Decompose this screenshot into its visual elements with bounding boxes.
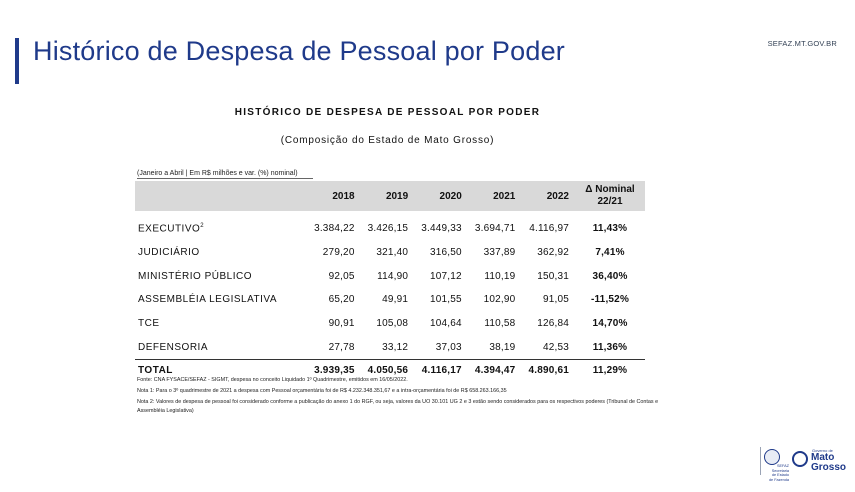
table-header-row <box>135 181 645 211</box>
column-header-2020: 2020 <box>414 181 468 211</box>
gov-label: Governo de <box>812 448 833 453</box>
total-value-cell: 4.890,61 <box>521 360 575 382</box>
total-value-cell: 4.050,56 <box>361 360 415 382</box>
value-cell: 101,55 <box>429 294 462 306</box>
value-cell: 126,84 <box>537 318 569 330</box>
logo-divider <box>760 447 761 475</box>
value-cell: 104,64 <box>429 318 462 330</box>
row-label <box>135 211 307 241</box>
footnote-note-2: Nota 2: Valores de despesa de pessoal foi considerado conforme a publicação do anexo 1 do RGF, ou seja, valores da UO 30.101 UG 2 e 3 estão sendo considerados para os respectivos poderes (Tribunal de Contas e Assembléia Legislativa) <box>137 399 659 414</box>
total-value-cell: 4.116,17 <box>414 360 468 382</box>
delta-cell: 14,70% <box>592 318 628 330</box>
table-row <box>135 211 645 241</box>
gov-name: Mato Grosso <box>811 452 847 473</box>
value-cell: 110,19 <box>484 270 516 282</box>
row-label-text: DEFENSORIA <box>138 341 209 353</box>
delta-cell: 36,40% <box>592 270 628 282</box>
report-title: HISTÓRICO DE DESPESA DE PESSOAL POR PODER <box>234 107 541 118</box>
value-cell: 321,40 <box>376 247 409 259</box>
value-cell: 90,91 <box>328 318 355 330</box>
value-cell: 37,03 <box>435 341 462 353</box>
column-header-2022: 2022 <box>521 181 575 211</box>
value-cell: 3.694,71 <box>474 223 516 235</box>
value-cell: 3.426,15 <box>367 223 409 235</box>
row-label <box>135 335 307 359</box>
footnote-marker: 2 <box>200 223 205 230</box>
report-subtitle: (Composição do Estado de Mato Grosso) <box>280 135 495 146</box>
value-cell: 110,58 <box>484 318 516 330</box>
delta-cell: -11,52% <box>590 294 630 306</box>
table-row <box>135 241 645 265</box>
value-cell: 92,05 <box>328 270 355 282</box>
value-cell: 4.116,97 <box>529 223 569 235</box>
value-cell: 27,78 <box>328 341 355 353</box>
total-label: TOTAL <box>135 360 307 382</box>
row-label-text: TCE <box>138 318 160 330</box>
table-unit-note: (Janeiro a Abril | Em R$ milhões e var. (%) nominal) <box>137 170 313 179</box>
value-cell: 105,08 <box>376 318 409 330</box>
total-value-cell: 4.394,47 <box>468 360 522 382</box>
delta-cell: 11,43% <box>592 223 628 235</box>
footnotes <box>137 376 667 418</box>
value-cell: 279,20 <box>322 247 355 259</box>
row-label <box>135 288 307 312</box>
table-row <box>135 312 645 336</box>
sefaz-seal-icon <box>764 449 780 465</box>
value-cell: 38,19 <box>489 341 516 353</box>
table-row <box>135 335 645 359</box>
column-header-2018: 2018 <box>307 181 361 211</box>
row-label-text: ASSEMBLÉIA LEGISLATIVA <box>138 294 278 306</box>
column-header-delta: Δ Nominal 22/21 <box>575 181 645 211</box>
value-cell: 65,20 <box>328 294 355 306</box>
expense-table <box>135 181 645 381</box>
value-cell: 42,53 <box>542 341 569 353</box>
total-delta-cell: 11,29% <box>575 360 645 382</box>
government-logo <box>760 447 847 482</box>
value-cell: 49,91 <box>382 294 409 306</box>
row-label <box>135 241 307 265</box>
value-cell: 102,90 <box>483 294 516 306</box>
sefaz-text: SEFAZ Secretaria de Estado de Fazenda <box>768 464 789 482</box>
value-cell: 91,05 <box>542 294 569 306</box>
column-header-2019: 2019 <box>361 181 415 211</box>
value-cell: 316,50 <box>429 247 462 259</box>
row-label <box>135 264 307 288</box>
page-title: Histórico de Despesa de Pessoal por Poder <box>33 36 565 66</box>
row-label-text: JUDICIÁRIO <box>138 247 200 259</box>
state-seal-icon <box>792 451 808 467</box>
footnote-note-1: Nota 1: Para o 3º quadrimestre de 2021 a despesa com Pessoal orçamentária foi de R$ 4.232.348.351,67 e a intra-orçamentária foi de R$ 658.263.166,35 <box>137 388 507 395</box>
row-label-text: MINISTÉRIO PÚBLICO <box>138 270 253 282</box>
table-row <box>135 264 645 288</box>
value-cell: 107,12 <box>429 270 462 282</box>
delta-cell: 7,41% <box>595 247 625 259</box>
value-cell: 114,90 <box>377 270 409 282</box>
value-cell: 150,31 <box>537 270 569 282</box>
total-value-cell: 3.939,35 <box>307 360 361 382</box>
footnote-source: Fonte: CNA FYSACE/SEFAZ - SIGMT, despesa no conceito Liquidado 1º Quadrimestre, emitidos em 16/05/2022. <box>137 377 408 383</box>
value-cell: 33,12 <box>382 341 409 353</box>
delta-cell: 11,36% <box>592 341 628 353</box>
value-cell: 3.449,33 <box>421 223 462 235</box>
title-accent-bar <box>15 38 19 84</box>
value-cell: 3.384,22 <box>314 223 355 235</box>
row-label <box>135 312 307 336</box>
table-row <box>135 288 645 312</box>
site-url[interactable]: SEFAZ.MT.GOV.BR <box>767 39 837 48</box>
row-label-text: EXECUTIVO <box>138 223 201 235</box>
column-header-category <box>135 181 307 211</box>
value-cell: 362,92 <box>537 247 569 259</box>
value-cell: 337,89 <box>483 247 516 259</box>
column-header-2021: 2021 <box>468 181 522 211</box>
